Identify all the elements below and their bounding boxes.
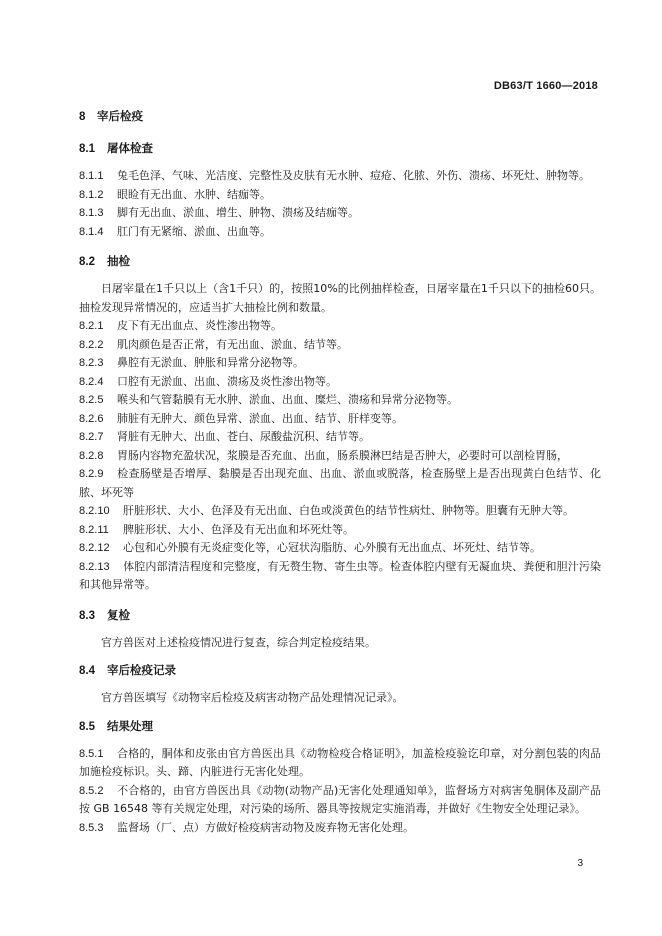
section-title: 屠体检查: [107, 141, 153, 155]
clause-8-1-2: 8.1.2 眼睑有无出血、水肿、结痂等。: [79, 187, 271, 201]
clause-8-1-1: 8.1.1 兔毛色泽、气味、光洁度、完整性及皮肤有无水肿、痘疮、化脓、外伤、溃疡、坏死灶、肿物等。: [79, 169, 590, 182]
recheck-paragraph: 官方兽医对上述检疫情况进行复查，综合判定检疫结果。: [101, 635, 376, 649]
section-8-2-heading: [79, 252, 601, 271]
section-title: 抽检: [107, 254, 130, 268]
clause-8-2-1: 8.2.1 皮下有无出血点、炎性渗出物等。: [79, 319, 282, 332]
section-8-5-heading: [79, 717, 601, 736]
sampling-intro-paragraph: 日屠宰量在1千只以上（含1千只）的，按照10%的比例抽样检查，日屠宰量在1千只以下的抽检60只。抽检发现异常情况的，应适当扩大抽检比例和数量。: [79, 282, 601, 314]
page-number: 3: [577, 858, 583, 869]
section-title: 复检: [107, 607, 130, 622]
section-title: 宰后检疫: [97, 109, 143, 123]
section-number: 8.2: [79, 256, 95, 268]
clause-8-2-7: 8.2.7 肾脏有无肿大、出血、苍白、尿酸盐沉积、结节等。: [79, 430, 370, 443]
clause-8-2-12: 8.2.12 心包和心外膜有无炎症变化等，心冠状沟脂肪、心外膜有无出血点、坏死灶、结节等。: [79, 541, 541, 554]
section-title: 结果处理: [107, 718, 153, 733]
section-title: 宰后检疫记录: [107, 663, 176, 677]
section-number: 8.4: [79, 665, 95, 677]
clause-8-2-5: 8.2.5 喉头和气管黏膜有无水肿、淤血、出血、糜烂、溃疡和异常分泌物等。: [79, 393, 458, 406]
clause-8-2-13: 8.2.13 体腔内部清洁程度和完整度，有无赘生物、寄生虫等。检查体腔内壁有无凝血块、粪便和胆汁污染和其他异常等。: [79, 559, 601, 591]
section-number: 8.5: [79, 720, 95, 733]
clause-8-2-6: 8.2.6 肺脏有无肿大、颜色异常、淤血、出血、结节、肝样变等。: [79, 411, 403, 425]
clause-8-2-8: 8.2.8 胃肠内容物充盈状况，浆膜是否充血、出血，肠系膜淋巴结是否肿大，必要时可以剖检胃肠，: [79, 448, 568, 462]
record-paragraph: 官方兽医填写《动物宰后检疫及病害动物产品处理情况记录》。: [101, 691, 404, 704]
clause-8-5-3: 8.5.3 监督场（厂、点）方做好检疫病害动物及废弃物无害化处理。: [79, 820, 414, 834]
section-8-3-heading: [79, 606, 601, 625]
clause-8-1-3: 8.1.3 脚有无出血、淤血、增生、肿物、溃疡及结痂等。: [79, 206, 359, 219]
clause-8-1-4: 8.1.4 肛门有无紧缩、淤血、出血等。: [79, 224, 271, 238]
clause-8-5-1: 8.5.1 合格的，胴体和皮张由官方兽医出具《动物检疫合格证明》，加盖检疫验讫印章，对分割包装的肉品加施检疫标识。头、蹄、内脏进行无害化处理。: [79, 746, 601, 778]
document-body: [79, 107, 601, 837]
section-number: 8.3: [79, 609, 95, 622]
clause-8-2-11: 8.2.11 脾脏形状、大小、色泽及有无出血和坏死灶等。: [79, 522, 354, 536]
clause-8-2-10: 8.2.10 肝脏形状、大小、色泽及有无出血、白色或淡黄色的结节性病灶、肿物等。胆囊有无肿大等。: [79, 504, 574, 517]
section-8-heading: [79, 107, 601, 126]
clause-8-2-9: 8.2.9 检查肠壁是否增厚、黏膜是否出现充血、出血、淤血或脱落，检查肠壁上是否出现黄白色结节、化脓、坏死等: [79, 467, 601, 499]
clause-8-2-2: 8.2.2 肌肉颜色是否正常，有无出血、淤血、结节等。: [79, 337, 348, 351]
clause-8-5-2: 8.5.2 不合格的，由官方兽医出具《动物(动物产品)无害化处理通知单》，监督场方对病害兔胴体及副产品按 GB 16548 等有关规定处理，对污染的场所、器具等按规定实施消毒，并做好《生物安全处理记录》。: [79, 783, 601, 815]
section-8-1-heading: [79, 139, 601, 158]
document-code: DB63/T 1660—2018: [493, 80, 598, 92]
section-number: 8.1: [79, 143, 95, 155]
section-number: 8: [79, 111, 86, 123]
section-8-4-heading: [79, 661, 601, 680]
clause-8-2-4: 8.2.4 口腔有无淤血、出血、溃疡及炎性渗出物等。: [79, 374, 337, 388]
clause-8-2-3: 8.2.3 鼻腔有无淤血、肿胀和异常分泌物等。: [79, 356, 304, 369]
